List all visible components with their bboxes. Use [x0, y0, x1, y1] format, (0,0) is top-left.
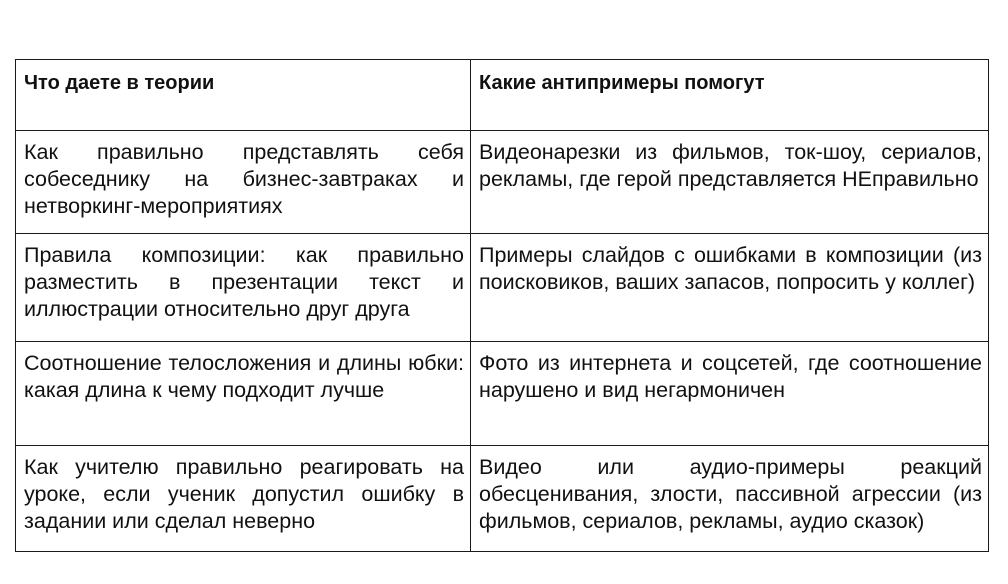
- header-antiexamples: Какие антипримеры помогут: [471, 60, 989, 131]
- cell-theory: Как учителю правильно реагировать на уроке, если ученик допустил ошибку в задании или сделал неверно: [16, 446, 471, 552]
- cell-antiexample: Примеры слайдов с ошибками в композиции (из поисковиков, ваших запасов, попросить у коллег): [471, 234, 989, 342]
- comparison-table: [15, 59, 989, 552]
- cell-theory: Соотношение телосложения и длины юбки: какая длина к чему подходит лучше: [16, 342, 471, 446]
- cell-antiexample: Видео или аудио-примеры реакций обесценивания, злости, пассивной агрессии (из фильмов, сериалов, рекламы, аудио сказок): [471, 446, 989, 552]
- cell-antiexample: Видеонарезки из фильмов, ток-шоу, сериалов, рекламы, где герой представляется НЕправильно: [471, 131, 989, 234]
- table-row: [16, 342, 989, 446]
- table-header-row: [16, 60, 989, 131]
- header-theory: Что даете в теории: [16, 60, 471, 131]
- table-row: [16, 446, 989, 552]
- cell-antiexample: Фото из интернета и соцсетей, где соотношение нарушено и вид негармоничен: [471, 342, 989, 446]
- table-row: [16, 234, 989, 342]
- cell-theory: Как правильно представлять себя собеседнику на бизнес-завтраках и нетворкинг-мероприятиях: [16, 131, 471, 234]
- cell-theory: Правила композиции: как правильно разместить в презентации текст и иллюстрации относительно друг друга: [16, 234, 471, 342]
- table-row: [16, 131, 989, 234]
